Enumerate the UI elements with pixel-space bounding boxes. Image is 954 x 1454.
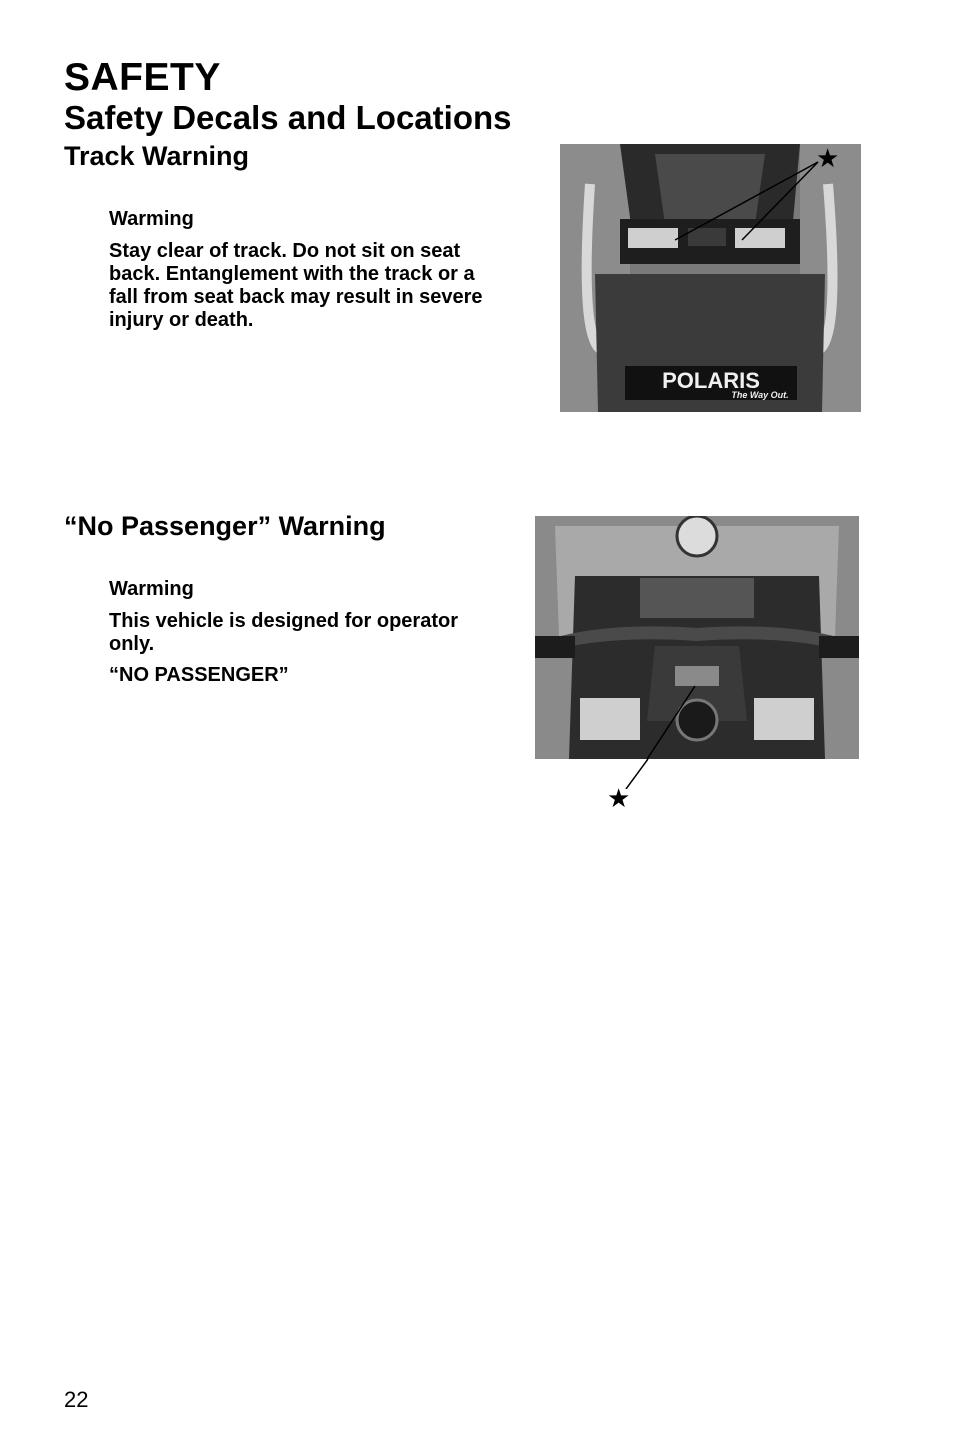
brand-tagline: The Way Out.: [731, 390, 789, 400]
no-passenger-decal-photo: [535, 516, 859, 759]
no-passenger-heading: “No Passenger” Warning: [64, 511, 386, 541]
snowmobile-rear-illustration: [560, 144, 861, 412]
decal-location-marker-icon: ★: [607, 783, 631, 813]
no-passenger-text: This vehicle is designed for operator only.: [109, 610, 458, 655]
snowmobile-front-illustration: [535, 516, 859, 759]
track-decal-photo: [560, 144, 861, 412]
decal-location-marker-icon: ★: [816, 143, 840, 173]
brand-logo: POLARIS: [662, 368, 760, 393]
track-warning-label: Warming: [109, 208, 194, 230]
page-title: SAFETY: [64, 56, 221, 99]
page-number: 22: [64, 1387, 89, 1412]
no-passenger-callout: “NO PASSENGER”: [109, 664, 289, 686]
no-passenger-label: Warming: [109, 578, 194, 600]
section-title: Safety Decals and Locations: [64, 99, 512, 136]
track-warning-text: Stay clear of track. Do not sit on seat back. Entanglement with the track or a fall from seat back may result in severe injury or death.: [109, 240, 483, 331]
track-warning-heading: Track Warning: [64, 141, 250, 171]
